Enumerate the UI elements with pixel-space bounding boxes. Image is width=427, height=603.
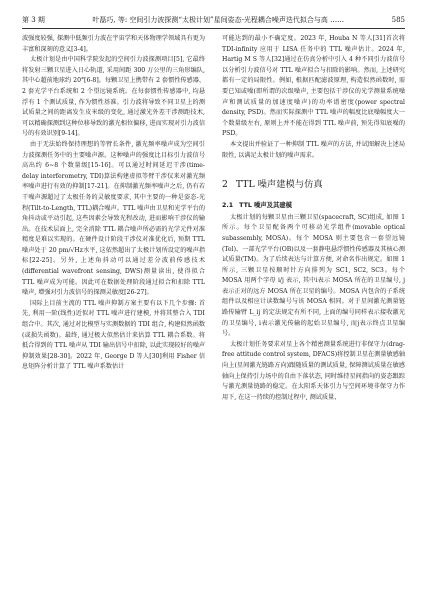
section-title: TTL 噪声建模与仿真 [235, 179, 323, 191]
paragraph: 由于无法始终保持理想的等臂长条件, 激光频率噪声成为空间引力波探测任务中的主要噪声源。这种噪声的强度比目标引力波信号高出约 6~8 个数量级[15-16]。可以通过时间延迟干涉(time-delay interferometry, TDI)算法构建虚拟等臂干涉仪来对激光频率噪声进行有效的抑制[17-21]。在抑制激光频率噪声之后, 仍有若干噪声源超过了太极任务的灵敏度要求, 其中主要的一种是姿态-光程(Tilt-to-Length, TTL)耦合噪声。TTL 噪声由卫星和光学平台的角抖动或平动引起, 这些因素会导致光程改动, 进而影响干涉仪的输出。在技术层面上, 完全消除 TTL 耦合噪声所必需的光学元件对准精度是难以实现的。在硬件设计阶段干涉仪对准优化后, 预期 TTL 噪声处于 20 pm/√Hz水平, 这依然超出了太极计划所设定的噪声指标[22-25]。另外, 上述角抖动可以通过差分波前传感技术(differential wavefront sensing, DWS)测量读出, 使得拟合 TTL 噪声成为可能。因此可在数据处理阶段通过拟合和扣除 TTL 噪声, 增强对引力波信号的探测灵敏度[26-27]。 [22, 140, 205, 297]
paragraph: 可能达到的最小不确定度。2023 年, Houba N 等人[31]首次将 TDI-infinity 应用于 LISA 任务中的 TTL 噪声估计。2024 年, Hartig M S 等人[32]通过在仿真分析中引入 4 种不同引力波信号以分析引力波信号对 TTL 噪声拟合与扣除的影响。然而, 上述研究都有一定的局限性。例如, 根据匹配滤波原理, 构造似然函数时, 需要已知或噪(即所谓的次级噪声, 主要包括干涉仪的光学测量系统噪声和测试质量的加速度噪声)的功率谱密度(power spectral density, PSD)。然而实际探测中 TTL 噪声的幅度比底噪幅度大一个数量级左右, 原则上并不能在得到 TTL 噪声前, 预先得知底噪的 PSD。 [222, 35, 405, 138]
page-number: 585 [391, 16, 405, 24]
paragraph: 国际上目前主流的 TTL 噪声抑制方案主要有以下几个步骤: 首先, 利用一阶(线性)近似对 TTL 噪声进行建模, 并将其整合入 TDI 组合中。其次, 通过对比模型与实测数据的 TDI 组合, 构建似然函数(或损失函数)。最终, 通过极大似然估计来估算 TTL 耦合系数。将抵合得到的 TTL 噪声从 TDI 输出信号中扣除, 以此实现较好的噪声抑制效果[28-30]。2022 年, George D 等人[30]利用 Fisher 信息矩阵分析计算了 TTL 噪声系数估计 [22, 299, 205, 371]
subsection-heading [222, 201, 405, 212]
header-rule [22, 28, 405, 29]
paragraph: 太极计划的每颗卫星由三颗卫星(spacecraft, SC)组成, 如图 1 所示。每个卫星配备两个可移动光学组件(movable optical subassembly, MOSA)。每个 MOSA 则主要包含一套望远镜(Tel)、一部光学平台(OB)以及一套静电悬浮惯性传感器及其核心测试质量(TM)。为了后续表达与计算方便, 对命名作出规定。如图 1 所示, 三颗卫星按顺时针方向排列为 SC1, SC2, SC3。每个 MOSA 用两个字母 i/j 表示, 其中i表示 MOSA 所在的卫星编号, j表示正对的远方 MOSA 所在卫星的编号。MOSA 内包含的子系统组件以及相应计读数编号与该 MOSA 相同。对于星间激光测量链路传输臂 L_ij 的定法规定有所不同, 上面的编号同样表示接收激光的卫星编号, i表示激光传输的起始卫星编号, 而j表示终点卫星编号。 [222, 213, 405, 338]
paragraph: 太极计划是由中国科学院发起的空间引力波探测项目[5], 它最终将发射三颗卫星进入日心轨道, 采用间距 300 万公里的三角形编队, 其中心超前地球约 20°[6-8]。每颗卫星上携带有 2 套惯性传感器、2 套光学平台系统和 2 个望远镜系统。在每套惯性传感器中, 均悬浮有 1 个测试质量, 作为惯性基准。引力波将导致不同卫星上的测试质量之间的距离发生皮米级的变化, 通过激光外差干涉测距技术, 可以精确探测到这种位移导致的激光相位偏移, 进而实现对引力波信号的有效识别[9-14]。 [22, 56, 205, 138]
left-column [22, 34, 205, 373]
section-heading [222, 178, 405, 192]
issue-number: 第 3 期 [22, 16, 45, 24]
subsection-title: TTL 噪声及其建模 [239, 202, 292, 210]
paragraph: 波强度较强, 探测中低频引力波在宇宙学和天体物理学领域具有更为丰富和深刻的意义[3-4]。 [22, 35, 205, 53]
subsection-number: 2.1 [222, 202, 234, 210]
running-header [22, 12, 405, 28]
paragraph: 太极计划任务要求对星上各个精密测量系统进行非保守力(drag-free attitude control system, DFACS)将控制卫星在测量敏感轴向上(星间激光链路方向)跟随质量的测试质量, 保障测试质量在敏感轴向上保持引力场中的自由下落状态, 同时维持星间指向的姿态跟踪与激光测量链路的稳定。在太阳系天体引力与空间环境非保守力作用下, 在这一持续的控制过程中, 测试质量、 [222, 340, 405, 401]
running-title: 叶磊巧, 等: 空间引力波探测“太极计划”星间姿态-光程耦合噪声迭代拟合与高 …… [92, 16, 345, 24]
right-column [222, 34, 405, 403]
paragraph: 本文提出并验证了一种抑制 TTL 噪声的方法, 并试图解决上述局限性, 以满足太极计划的噪声需求。 [222, 140, 405, 159]
section-number: 2 [222, 179, 228, 191]
